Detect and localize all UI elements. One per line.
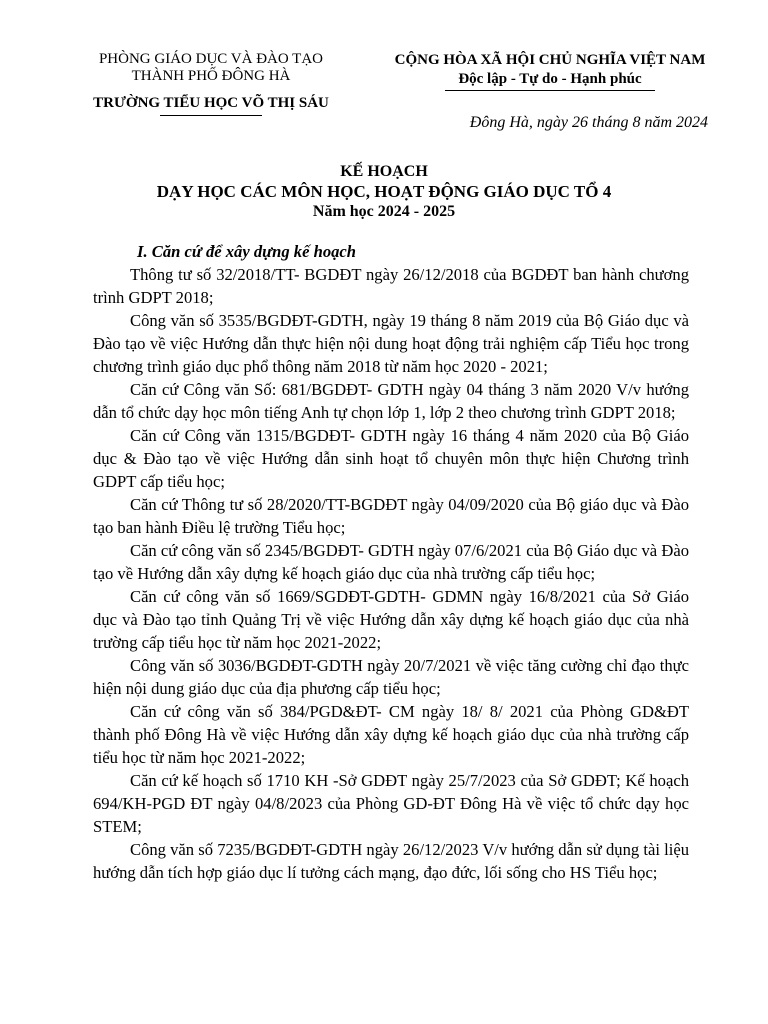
org-line-1: PHÒNG GIÁO DỤC VÀ ĐÀO TẠO xyxy=(98,51,324,67)
issuing-authority xyxy=(82,51,340,116)
paragraph: Căn cứ công văn số 384/PGD&ĐT- CM ngày 18/ 8/ 2021 của Phòng GD&ĐT thành phố Đông Hà về việc Hướng dẫn xây dựng kế hoạch giáo dục của nhà trường cấp tiểu học từ năm học 2021-2022; xyxy=(93,702,689,767)
document-body xyxy=(93,240,689,884)
section-heading: I. Căn cứ để xây dựng kế hoạch xyxy=(137,242,357,261)
title-line-1: KẾ HOẠCH xyxy=(340,163,428,180)
paragraph: Công văn số 3535/BGDĐT-GDTH, ngày 19 tháng 8 năm 2019 của Bộ Giáo dục và Đào tạo về việc Hướng dẫn thực hiện nội dung hoạt động trải nghiệm cấp Tiểu học trong chương trình giáo dục phổ thông năm 2018 từ năm học 2020 - 2021; xyxy=(93,311,689,376)
paragraph: Căn cứ Công văn Số: 681/BGDĐT- GDTH ngày 04 tháng 3 năm 2020 V/v hướng dẫn tổ chức dạy học môn tiếng Anh tự chọn lớp 1, lớp 2 theo chương trình GDPT 2018; xyxy=(93,380,689,422)
school-name: TRƯỜNG TIỂU HỌC VÕ THỊ SÁU xyxy=(93,95,329,111)
title-line-3: Năm học 2024 - 2025 xyxy=(312,203,456,220)
paragraph: Công văn số 7235/BGDĐT-GDTH ngày 26/12/2023 V/v hướng dẫn sử dụng tài liệu hướng dẫn tích hợp giáo dục lí tưởng cách mạng, đạo đức, lối sống cho HS Tiểu học; xyxy=(93,840,689,882)
paragraph: Công văn số 3036/BGDĐT-GDTH ngày 20/7/2021 về việc tăng cường chỉ đạo thực hiện nội dung giáo dục của địa phương cấp tiểu học; xyxy=(93,656,689,698)
paragraph: Căn cứ kế hoạch số 1710 KH -Sở GDĐT ngày 25/7/2023 của Sở GDĐT; Kế hoạch 694/KH-PGD ĐT ngày 04/8/2023 của Phòng GD-ĐT Đông Hà về việc tổ chức dạy học STEM; xyxy=(93,771,689,836)
paragraph: Căn cứ công văn số 2345/BGDĐT- GDTH ngày 07/6/2021 của Bộ Giáo dục và Đào tạo về Hướng dẫn xây dựng kế hoạch giáo dục của nhà trường cấp tiểu học; xyxy=(93,541,689,583)
paragraph: Thông tư số 32/2018/TT- BGDĐT ngày 26/12/2018 của BGDĐT ban hành chương trình GDPT 2018; xyxy=(93,265,689,307)
dateline: Đông Hà, ngày 26 tháng 8 năm 2024 xyxy=(469,114,708,131)
national-header xyxy=(380,51,720,91)
national-motto: Độc lập - Tự do - Hạnh phúc xyxy=(458,71,642,87)
org-line-2: THÀNH PHỐ ĐÔNG HÀ xyxy=(131,68,291,84)
title-line-2: DẠY HỌC CÁC MÔN HỌC, HOẠT ĐỘNG GIÁO DỤC TỔ 4 xyxy=(156,182,612,201)
paragraph: Căn cứ công văn số 1669/SGDĐT-GDTH- GDMN ngày 16/8/2021 của Sở Giáo dục và Đào tạo tỉnh Quảng Trị về việc Hướng dẫn xây dựng kế hoạch giáo dục của nhà trường cấp tiểu học từ năm học 2021-2022; xyxy=(93,587,689,652)
motto-underline xyxy=(445,90,655,91)
nation-name: CỘNG HÒA XÃ HỘI CHỦ NGHĨA VIỆT NAM xyxy=(394,52,706,68)
school-underline xyxy=(160,115,262,116)
document-title xyxy=(0,162,768,222)
paragraph: Căn cứ Công văn 1315/BGDĐT- GDTH ngày 16 tháng 4 năm 2020 của Bộ Giáo dục & Đào tạo về việc Hướng dẫn sinh hoạt tổ chuyên môn thực hiện Chương trình GDPT cấp tiểu học; xyxy=(93,426,689,491)
paragraph: Căn cứ Thông tư số 28/2020/TT-BGDĐT ngày 04/09/2020 của Bộ giáo dục và Đào tạo ban hành Điều lệ trường Tiểu học; xyxy=(93,495,689,537)
